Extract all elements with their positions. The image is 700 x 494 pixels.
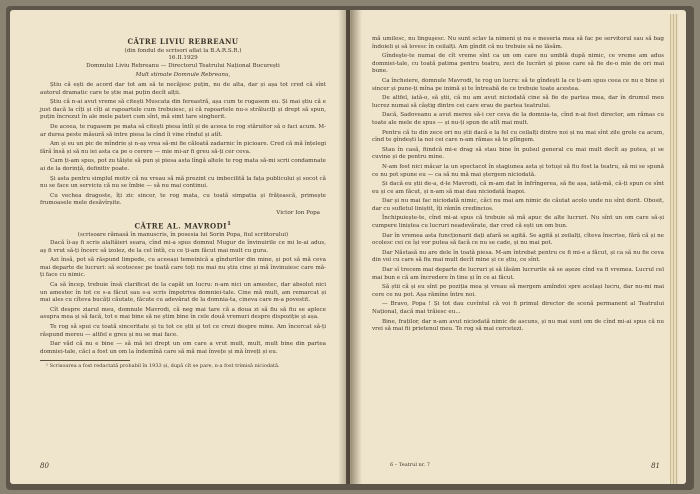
right-para5: Dacă, Sadoveanu a avut mereu să-i cer ceva de la domnia-ta, cînd n-ai fost director, am rămas cu toate ale mele de spus — și nu-ți spun de atît mai mult. xyxy=(372,112,664,126)
right-para12: Dar în vremea asta funcționarii dați afară se agită. Se agită și zeilalți, cîteva înscrise, fără că și ne ocolesc cei ce își vor putea să facă ce nu se cade, și nu mai pot. xyxy=(372,232,664,247)
left-column xyxy=(40,38,326,373)
right-para10: Dar și nu mai fac niciodată nimic, căci nu mai am nimic de căutat acolo unde nu sînt dorit. Obosit, dar cu sufletul liniștit, îți rămîn credincios. xyxy=(372,198,664,212)
letter2-para2: Azi însă, pot să răspund limpede, cu aceeași temeinică a gîndurilor din mine, și pot să mă ceva mai departe de lucruri: să scotocesc pe toată care toți nu mai nu știu cine și mă învinuiesc care mă-ți face cu nimic. xyxy=(40,257,326,279)
footnote-rule xyxy=(40,360,130,361)
book-gutter xyxy=(338,10,362,484)
right-para11: Închipuiește-te, cînd mi-ai spus că trebuie să mă apuc de alte lucruri. Nu sînt un om care să-și cumpere liniștea cu lucruri neadevărate, dar cred că ești un om bun. xyxy=(372,215,664,230)
letter2-heading-text: CĂTRE AL. MAVRODI xyxy=(134,221,227,231)
page-edge-stripes xyxy=(670,14,678,484)
letter1-heading: CĂTRE LIVIU REBREANU xyxy=(127,37,239,46)
right-para13: Dar Năstasă nu are dele în toată piesa. M-am întrebat pentru ce fi mi-e a făcut, și ca să nu fie ceva din voi cu care să fiu mai mult decît mine și ce știu, ce sînt. xyxy=(372,249,664,264)
right-para7: Stau în casă, fiindcă mi-e drag să stau bine în pulsul general cu mai mult decît aș putea, și se cuvine și de pentru mine. xyxy=(372,146,664,161)
letter1-para1: Știu că ești de acord dar tot am să te necăjesc puțin, nu de alta, dar și așa tot cred că sînt autorul dramatic care te știe mai puțin decît alții. xyxy=(40,81,326,96)
letter2-para3: Ca să încep, trebuie însă clarificat de la capăt un lucru: n-am nici un amestec, dar absolut nici un amestec în tot ce s-a făcut sau s-a scris împotriva domniei-tale. Cine mă mult, am remarcat și mai ales cu cîteva bucăți căutate, făcute cu adevărat de la domnia-ta, cineva care m-a povestit. xyxy=(40,281,326,304)
letter2-para4: Cît despre ziarul meu, domnule Mavrodi, că neg mai tare că a doua zi să fiu să fiu se aplece asupra mea și să facă, tot e mai bine să ne știm bine în cele două vremuri despre dispoziție și așa. xyxy=(40,306,326,321)
letter2-footnote-marker: 1 xyxy=(226,221,232,228)
letter2-footnote: ¹ Scrisoarea a fost redactată probabil în 1933 și, după cît se pare, n-a fost trimisă niciodată. xyxy=(46,363,280,370)
letter1-para6: Și asta pentru simplul motiv că nu vreau să mă prezint cu imbecilită la fața publicului și socot că nu se face un serviciu că nu se îmbie — să nu mai continui. xyxy=(40,175,326,190)
right-para14: Dar sî trecem mai departe de lucruri și să lăsăm lucrurile să se așeze cînd va fi vremea. Lucrul cel mai bun e că am încredere în tine și în ce ai făcut. xyxy=(372,267,664,281)
letter1-para5: Cam ți-am spus, pot zu tăiște să pun și piesa asta lîngă altele te rog mata să-mi scrii condamnate ai de la dorință, definitiv poate. xyxy=(40,158,326,172)
right-para16: — Bravo, Popa ! Și tot dau cuvîntul că voi fi primul director de scenă permanent al Teatrului Național, dacă mai trăiesc eu... xyxy=(372,301,664,315)
letter2-para5: Te rog să spui cu toată sinceritate și tu tot ce știi și tot ce crezi despre mine. Am încercat să-ți răspund mereu — altfel e greu și nu se mai face. xyxy=(40,323,326,338)
letter1-para2: Știu că n-ai avut vreme să citești Muscata din fereastră, așa cum te rugasem eu. Și mai știu că e just dacă la cîți și cîți ai rapoartele cum trebuiesc, și că rapoartele nu-s străluciți și drept să spun, puțin încrezut în ale mele pateri cum sînt, mă simt tare singherit. xyxy=(40,99,326,121)
letter1-para4: Am și eu un pic de mîndrie și n-aș vrea să-mi fie căloată zadarnic în picioare. Cred că mă înțelegi fără însă și să nu iei asta ca pe o cerere — mie mi-ar fi greu să-ți cer ceva. xyxy=(40,141,326,155)
right-page xyxy=(350,10,686,484)
right-para6: Pentru că tu din zece ori nu știi dacă e la fel cu ceilalți dintre noi și nu mai sînt zile grele ca acum, cînd te gîndești la noi cei care n-am rămas să te plîngem. xyxy=(372,129,664,144)
letter1-address: Domnului Liviu Rebreanu — Directorul Teatrului Național București xyxy=(86,62,280,69)
left-page xyxy=(10,10,346,484)
letter1-date: 16.II.1929 xyxy=(168,55,198,62)
right-para8: N-am fost nici măcar la un spectacol în stagiunea asta și totuși să fiu fost la teatru, să mi se spună ce nu pot spune eu — ca să nu mă mai ștergem niciodată. xyxy=(372,163,664,178)
letter1-para3: De aceea, te rugasem pe mata să citești piesa întîi și de aceea te rog stăruitor să o faci acum. M-ar durea peste măsură să intre piesa la cînd îi vine rîndul și atît. xyxy=(40,123,326,138)
right-para4: De altfel, iată-o, să știi, că nu am avut niciodată cine să fie de partea mea, dar în drumul meu lucrez numai să câștig dintre cei care erau de partea teatrului. xyxy=(372,95,664,109)
letter1-para7: Cu vechea dragoste, îți zic sincer, te rog mata, cu toată simpatia și frățească, primește frumoasele mele desăvîrșite. xyxy=(40,192,326,207)
right-para3: Ca încheiere, domnule Mavrodi, te rog un lucru: să te gîndești la ce ți-am spus ceea ce nu e bine și sincer și pune-ți mîna pe inimă și te întreabă de ce trebuie toate acestea. xyxy=(372,77,664,92)
right-para17: Bine, fraților, dar n-am avut niciodată nimic de ascuns, și nu mai sunt om de cînd mi-ai spus că nu vrei să mai fii prietenul meu. Te rog să mai cercetezi. xyxy=(372,318,664,333)
letter1-source: (din fondul de scrisori aflat la B.A.R.S.R.) xyxy=(124,47,242,54)
right-para2: Gîndeşte-te numai de cît vreme sînt ca un om care nu umblă după nimic, ce vreme am adus domniei-tale, cu toată patima pentru teatru, zeci de lucrări și piese care să fie de-o mie de ori mai bune. xyxy=(372,53,664,75)
letter1-signature: Victor Ion Popa xyxy=(276,209,320,216)
right-para9: Și dacă eu știi de-a, d-le Mavrodi, că m-am dat în înfrîngerea, să fie așa, iată-mă, că-ți spun ce sînt eu și ce am făcut, și n-am să mai dau niciodată înapoi. xyxy=(372,181,664,195)
running-footer: 6 – Teatrul nr. 7 xyxy=(390,462,430,468)
left-page-number: 80 xyxy=(40,462,49,470)
right-column xyxy=(372,36,664,336)
letter2-para1: Dacă îi-aș fi scris alaltăieri seara, cînd mi-a spus domnul Mugur de învinuirile ce mi le-ai adus, aș fi vrut să-ți încerc să izolez, de la cel întîi, cu ce ți-am făcut mai mult cu gura. xyxy=(40,239,326,254)
letter2-heading xyxy=(40,221,326,230)
right-page-number: 81 xyxy=(651,462,660,470)
right-para15: Să știi că și eu sînt pe poziția mea și vreau să mergem amîndoi spre același lucru, dar nu-mi mai cere ce nu pot. Așa rămîne între noi. xyxy=(372,284,664,298)
book-spread xyxy=(6,6,694,490)
letter1-salutation: Mult stimate Domnule Rebreanu, xyxy=(135,72,231,79)
letter2-para6: Dar văd că nu e bine — să mă iei drept un om care a vrut mult, mult, mult bine din partea domniei-tale, căci a fost un om la îndemînă care să mă mai învețe și mă înveți și eu. xyxy=(40,341,326,355)
right-para1: mă umilesc, nu linguşesc. Nu sunt sclav la nimeni și nu e meseria mea să fac pe servitorul sau să bag îndoieli și să lovesc în ceilalți. Am gîndit că nu trebuie să ne lăsăm. xyxy=(372,36,664,50)
letter2-source: (scrisoare rămasă în manuscris, în posesia lui Sorin Popa, fiul scriitorului) xyxy=(77,232,289,239)
